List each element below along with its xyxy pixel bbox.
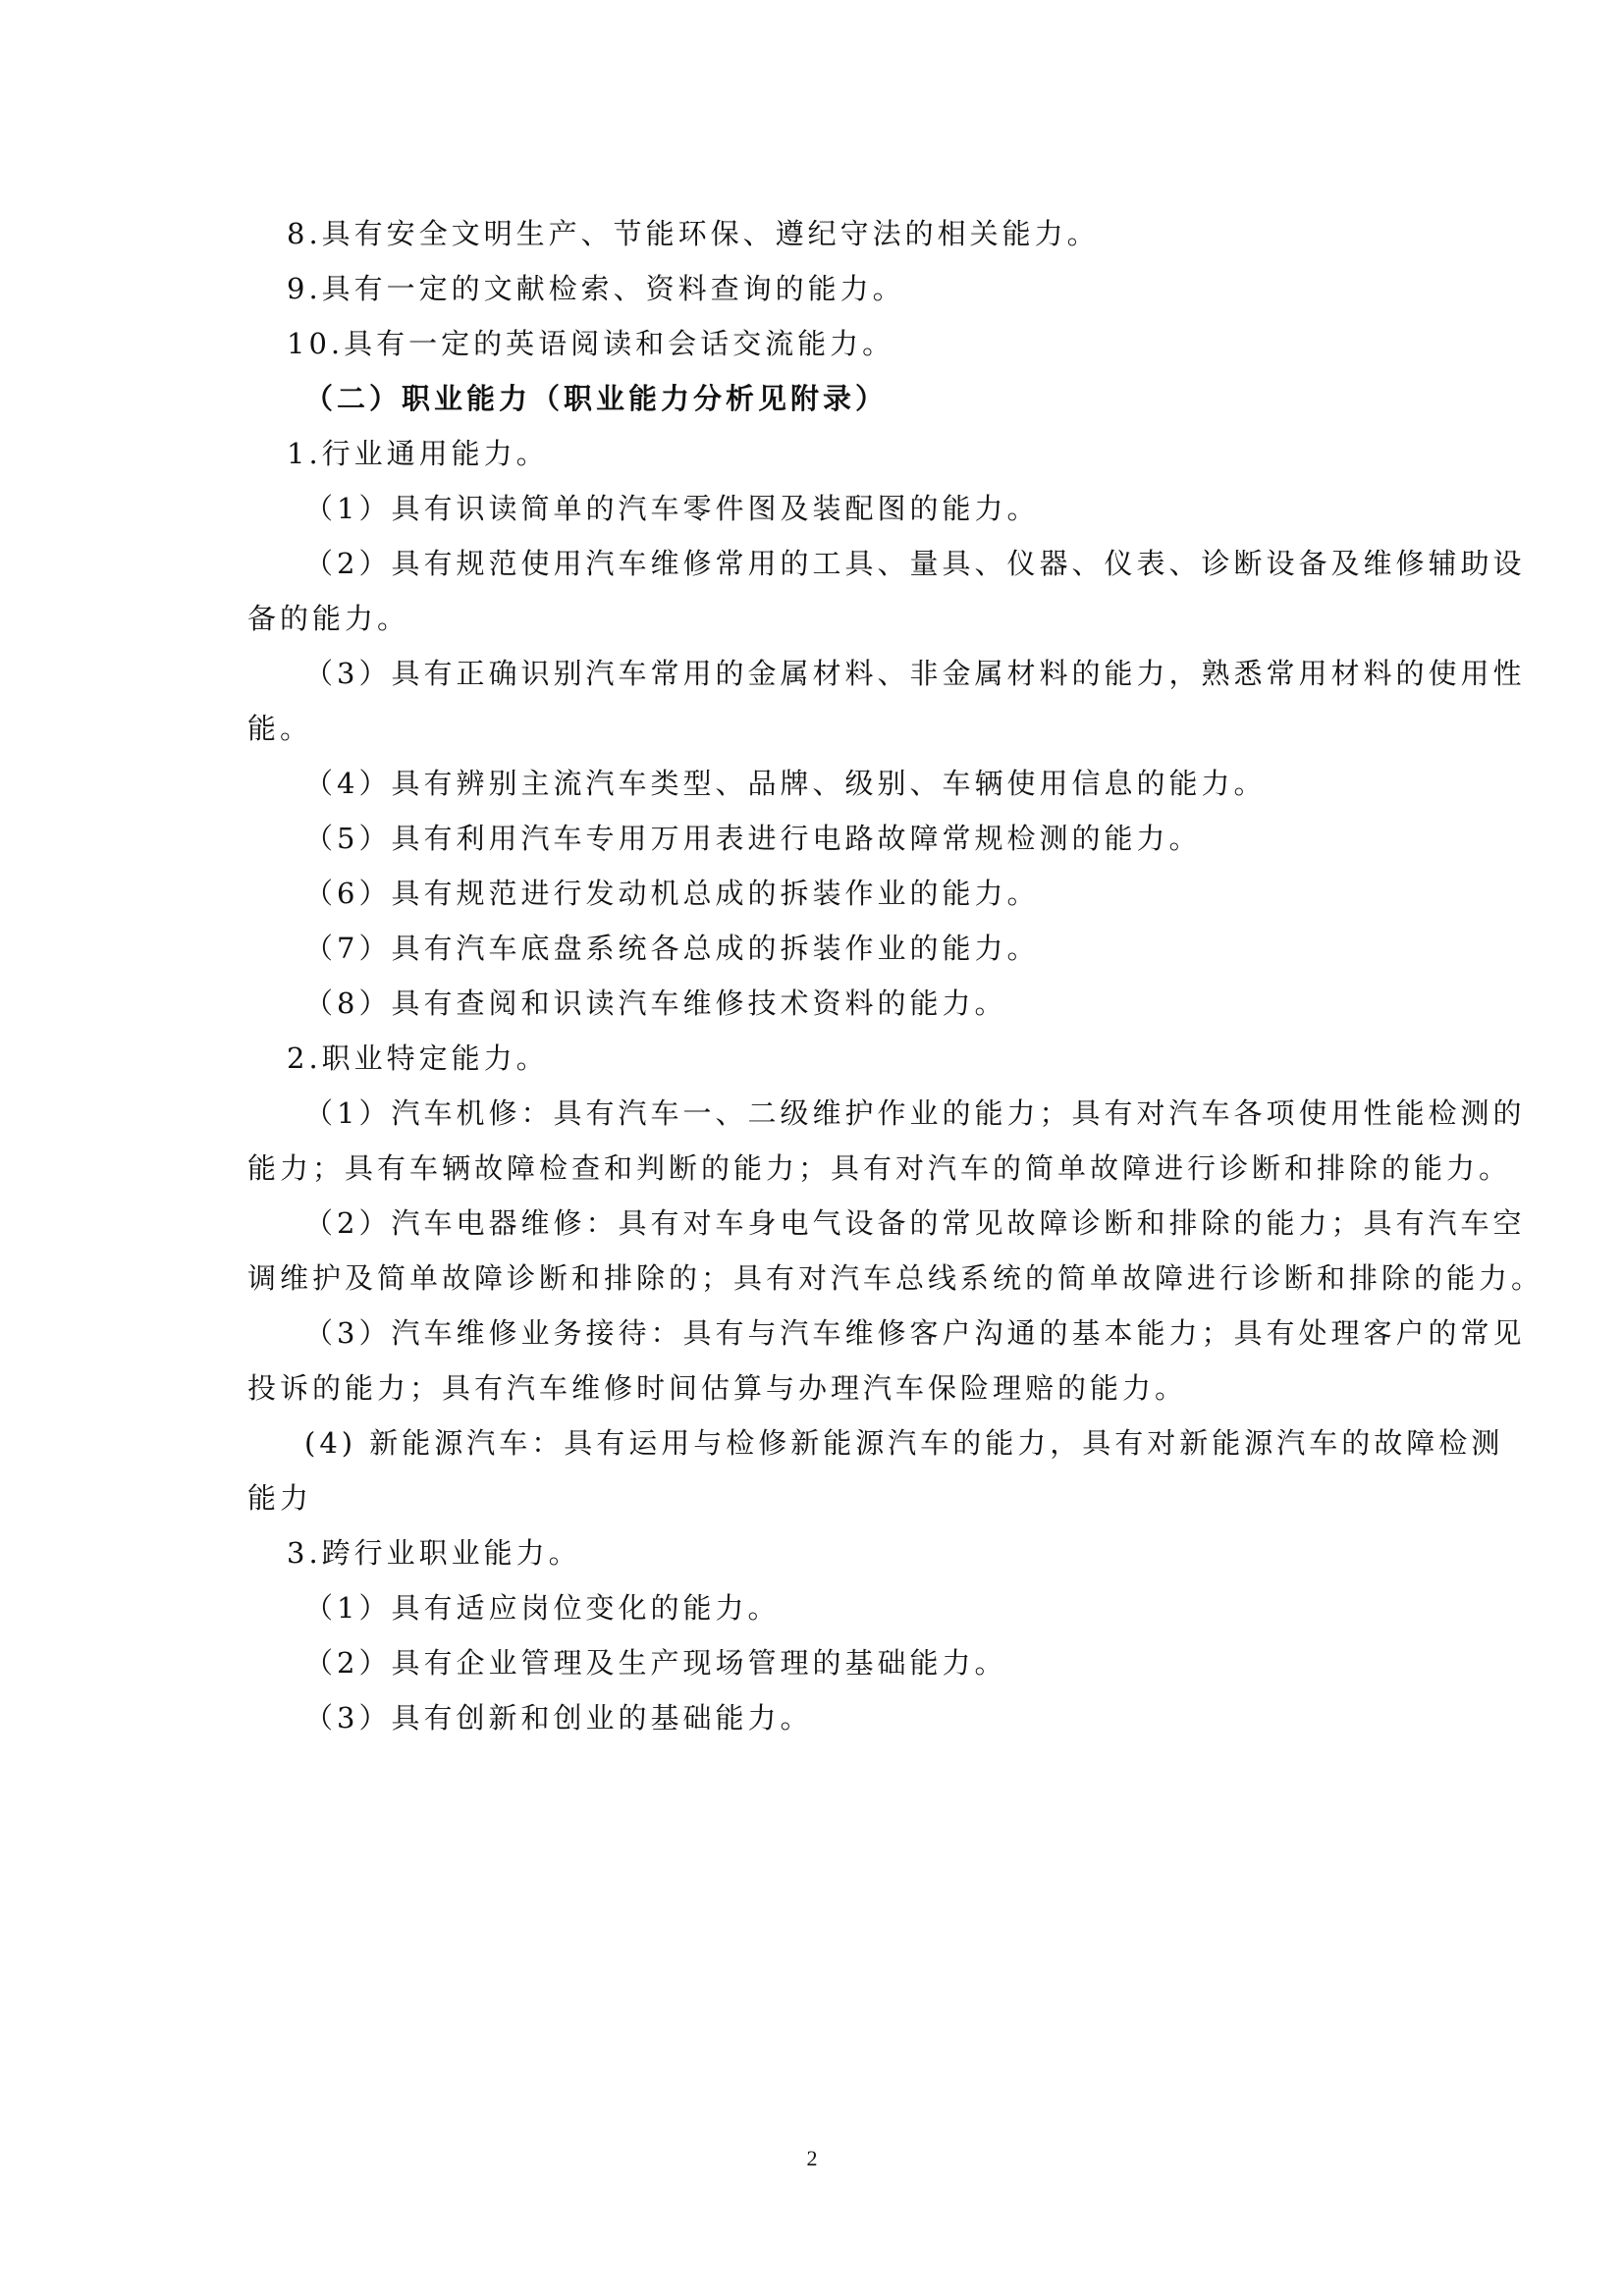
text-line: 3.跨行业职业能力。 [287,1536,581,1570]
text-line: （3）汽车维修业务接待：具有与汽车维修客户沟通的基本能力；具有处理客户的常见 [304,1316,1526,1350]
text-line: 备的能力。 [247,602,410,635]
text-line: （3）具有创新和创业的基础能力。 [304,1701,813,1735]
text-line: （2）具有企业管理及生产现场管理的基础能力。 [304,1646,1007,1680]
text-line: 投诉的能力；具有汽车维修时间估算与办理汽车保险理赔的能力。 [247,1371,1188,1405]
text-line: (4) 新能源汽车：具有运用与检修新能源汽车的能力，具有对新能源汽车的故障检测 [304,1426,1504,1460]
section-heading: （二）职业能力（职业能力分析见附录） [304,382,889,415]
text-line: （8）具有查阅和识读汽车维修技术资料的能力。 [304,987,1007,1020]
text-line: （7）具有汽车底盘系统各总成的拆装作业的能力。 [304,932,1040,965]
text-line: 9.具有一定的文献检索、资料查询的能力。 [287,272,905,305]
text-line: 能力 [247,1481,313,1515]
text-line: 2.职业特定能力。 [287,1041,549,1075]
text-line: 8.具有安全文明生产、节能环保、遵纪守法的相关能力。 [287,217,1100,250]
text-line: 能。 [247,712,313,745]
text-line: （5）具有利用汽车专用万用表进行电路故障常规检测的能力。 [304,822,1202,855]
text-line: （3）具有正确识别汽车常用的金属材料、非金属材料的能力，熟悉常用材料的使用性 [304,657,1526,690]
page-number: 2 [806,2146,818,2170]
text-line: （1）具有识读简单的汽车零件图及装配图的能力。 [304,492,1040,525]
text-line: （4）具有辨别主流汽车类型、品牌、级别、车辆使用信息的能力。 [304,767,1267,800]
text-line: （6）具有规范进行发动机总成的拆装作业的能力。 [304,877,1040,910]
text-line: （2）汽车电器维修：具有对车身电气设备的常见故障诊断和排除的能力；具有汽车空 [304,1206,1526,1240]
text-line: 能力；具有车辆故障检查和判断的能力；具有对汽车的简单故障进行诊断和排除的能力。 [247,1151,1512,1185]
text-line: 10.具有一定的英语阅读和会话交流能力。 [287,327,895,360]
text-line: （1）具有适应岗位变化的能力。 [304,1591,781,1625]
text-line: （2）具有规范使用汽车维修常用的工具、量具、仪器、仪表、诊断设备及维修辅助设 [304,547,1526,580]
text-line: （1）汽车机修：具有汽车一、二级维护作业的能力；具有对汽车各项使用性能检测的 [304,1096,1526,1130]
text-line: 调维护及简单故障诊断和排除的；具有对汽车总线系统的简单故障进行诊断和排除的能力。 [247,1261,1544,1295]
text-line: 1.行业通用能力。 [287,437,549,470]
